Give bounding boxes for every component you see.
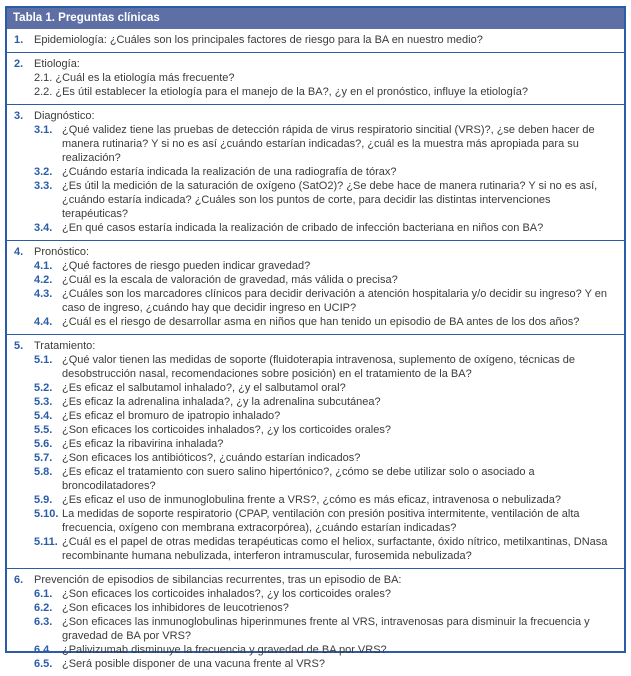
question-text: ¿Qué factores de riesgo pueden indicar gravedad? <box>62 260 311 272</box>
question-text: ¿Qué validez tiene las pruebas de detección rápida de virus respiratorio sincitial (VRS)?, ¿se deben hacer de manera rutinaria? Y si no es así ¿cuándo estarían indicadas?, ¿cuál es la muestra más apropiada para su realización? <box>62 124 595 164</box>
table-section <box>7 568 624 676</box>
question-number: 3.4. <box>34 222 53 234</box>
question-row <box>34 657 618 671</box>
question-row <box>34 507 618 535</box>
question-row <box>34 601 618 615</box>
question-number: 5.8. <box>34 466 53 478</box>
question-number: 3.1. <box>34 124 53 136</box>
question-text: ¿Cuándo estaría indicada la realización de una radiografía de tórax? <box>62 166 397 178</box>
question-row <box>34 123 618 165</box>
table-section <box>7 240 624 334</box>
question-number: 5.7. <box>34 452 53 464</box>
question-text: ¿Son eficaces los corticoides inhalados?, ¿y los corticoides orales? <box>62 424 391 436</box>
question-text: ¿Qué valor tienen las medidas de soporte (fluidoterapia intravenosa, suplemento de oxígeno, técnicas de desobstrucción nasal, recomendaciones sobre posición) en el tratamiento de la BA? <box>62 354 576 380</box>
question-text: ¿Son eficaces los inhibidores de leucotrienos? <box>62 602 289 614</box>
question-number: 5.6. <box>34 438 53 450</box>
section-number: 1. <box>14 34 24 46</box>
question-row <box>34 165 618 179</box>
question-number: 5.4. <box>34 410 53 422</box>
section-heading-row <box>10 245 618 259</box>
question-row <box>34 315 618 329</box>
question-row <box>34 71 618 85</box>
table-section <box>7 52 624 104</box>
question-row <box>34 287 618 315</box>
question-row <box>34 179 618 221</box>
question-text: ¿Cuál es el papel de otras medidas terapéuticas como el heliox, surfactante, óxido nítrico, metilxantinas, DNasa recombinante humana nebulizada, interferon intramuscular, furosemida nebulizada? <box>62 536 608 562</box>
question-row <box>34 409 618 423</box>
section-heading-row <box>10 109 618 123</box>
question-text: ¿Es eficaz el salbutamol inhalado?, ¿y el salbutamol oral? <box>62 382 346 394</box>
question-text: ¿Son eficaces las inmunoglobulinas hiperinmunes frente al VRS, intravenosas para disminuir la frecuencia y gravedad de BA por VRS? <box>62 616 590 642</box>
section-heading: Epidemiología: ¿Cuáles son los principales factores de riesgo para la BA en nuestro medio? <box>34 34 483 46</box>
question-row <box>34 493 618 507</box>
section-items <box>10 587 618 671</box>
question-text: ¿Cuáles son los marcadores clínicos para decidir derivación a atención hospitalaria y/o decidir su ingreso? Y en caso de ingreso, ¿cuándo hay que decidir ingreso en UCIP? <box>62 288 607 314</box>
question-text: ¿Será posible disponer de una vacuna frente al VRS? <box>62 658 325 670</box>
section-number: 6. <box>14 574 24 586</box>
question-text: ¿Cuál es la escala de valoración de gravedad, más válida o precisa? <box>62 274 398 286</box>
question-number: 6.3. <box>34 616 53 628</box>
question-number: 2.1. <box>34 72 53 84</box>
table-section <box>7 334 624 568</box>
question-number: 5.1. <box>34 354 53 366</box>
question-text: ¿Son eficaces los corticoides inhalados?, ¿y los corticoides orales? <box>62 588 391 600</box>
clinical-questions-table <box>5 6 626 670</box>
question-row <box>34 451 618 465</box>
section-number: 4. <box>14 246 24 258</box>
question-number: 6.4. <box>34 644 53 656</box>
section-items <box>10 71 618 99</box>
question-text: ¿Es eficaz el bromuro de ipatropio inhalado? <box>62 410 281 422</box>
question-row <box>34 437 618 451</box>
question-text: ¿Es eficaz la adrenalina inhalada?, ¿y la adrenalina subcutánea? <box>62 396 381 408</box>
question-text: ¿Cuál es la etiología más frecuente? <box>55 72 235 84</box>
section-heading-row <box>10 33 618 47</box>
table-section <box>7 104 624 240</box>
question-number: 5.9. <box>34 494 53 506</box>
table-section <box>7 29 624 52</box>
question-number: 6.1. <box>34 588 53 600</box>
question-number: 2.2. <box>34 86 53 98</box>
question-number: 5.2. <box>34 382 53 394</box>
section-number: 3. <box>14 110 24 122</box>
question-number: 3.3. <box>34 180 53 192</box>
question-number: 6.5. <box>34 658 53 670</box>
question-number: 4.2. <box>34 274 53 286</box>
question-row <box>34 395 618 409</box>
question-number: 4.3. <box>34 288 53 300</box>
section-heading: Prevención de episodios de sibilancias recurrentes, tras un episodio de BA: <box>34 574 402 586</box>
section-number: 2. <box>14 58 24 70</box>
section-items <box>10 259 618 329</box>
section-number: 5. <box>14 340 24 352</box>
section-heading: Pronóstico: <box>34 246 90 258</box>
question-text: ¿Es eficaz el tratamiento con suero salino hipertónico?, ¿cómo se debe utilizar solo o asociado a broncodilatadores? <box>62 466 535 492</box>
question-number: 4.4. <box>34 316 53 328</box>
question-text: La medidas de soporte respiratorio (CPAP, ventilación con presión positiva intermitente, ventilación de alta frecuencia, oxígeno con membrana extracorpórea), ¿cuándo estarían indicadas? <box>62 508 580 534</box>
question-row <box>34 273 618 287</box>
question-text: ¿Es eficaz la ribavirina inhalada? <box>62 438 224 450</box>
question-number: 5.3. <box>34 396 53 408</box>
section-items <box>10 123 618 235</box>
table-title: Tabla 1. Preguntas clínicas <box>7 8 624 29</box>
question-row <box>34 381 618 395</box>
question-row <box>34 259 618 273</box>
question-text: ¿En qué casos estaría indicada la realización de cribado de infección bacteriana en niños con BA? <box>62 222 544 234</box>
section-heading: Diagnóstico: <box>34 110 95 122</box>
section-heading-row <box>10 57 618 71</box>
question-row <box>34 643 618 657</box>
question-number: 5.10. <box>34 508 59 520</box>
table-body <box>7 29 624 676</box>
section-heading: Tratamiento: <box>34 340 96 352</box>
question-row <box>34 221 618 235</box>
section-heading: Etiología: <box>34 58 80 70</box>
section-heading-row <box>10 339 618 353</box>
question-text: ¿Cuál es el riesgo de desarrollar asma en niños que han tenido un episodio de BA antes de los dos años? <box>62 316 580 328</box>
question-text: ¿Es útil la medición de la saturación de oxígeno (SatO2)? ¿Se debe hace de manera rutinaria? Y si no es así, ¿cuándo estaría indicada? ¿Cuáles son los puntos de corte, para decidir las distintas intervenciones terapéuticas? <box>62 180 598 220</box>
question-row <box>34 353 618 381</box>
question-row <box>34 615 618 643</box>
question-row <box>34 85 618 99</box>
question-row <box>34 587 618 601</box>
question-text: ¿Es útil establecer la etiología para el manejo de la BA?, ¿y en el pronóstico, influye la etiología? <box>55 86 529 98</box>
question-text: ¿Palivizumab disminuye la frecuencia y gravedad de BA por VRS? <box>62 644 387 656</box>
question-number: 3.2. <box>34 166 53 178</box>
question-text: ¿Es eficaz el uso de inmunoglobulina frente a VRS?, ¿cómo es más eficaz, intravenosa o nebulizada? <box>62 494 561 506</box>
question-row <box>34 535 618 563</box>
question-number: 6.2. <box>34 602 53 614</box>
question-number: 4.1. <box>34 260 53 272</box>
section-heading-row <box>10 573 618 587</box>
section-items <box>10 353 618 563</box>
question-number: 5.11. <box>34 536 58 548</box>
question-row <box>34 465 618 493</box>
question-number: 5.5. <box>34 424 53 436</box>
question-text: ¿Son eficaces los antibióticos?, ¿cuándo estarían indicados? <box>62 452 361 464</box>
question-row <box>34 423 618 437</box>
